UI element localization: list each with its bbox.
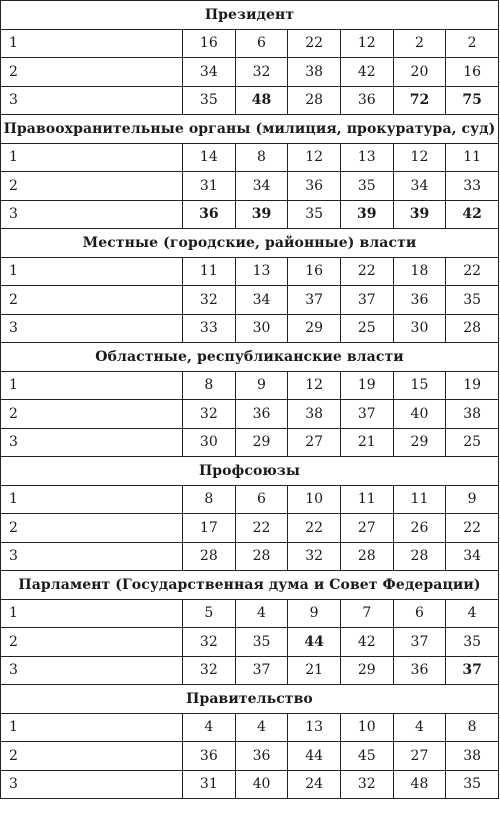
table-row bbox=[1, 514, 499, 543]
table-cell: 5 bbox=[183, 599, 236, 628]
table-cell: 13 bbox=[235, 257, 288, 286]
table-cell: 16 bbox=[288, 257, 341, 286]
table-cell: 28 bbox=[183, 542, 236, 571]
table-cell: 6 bbox=[393, 599, 446, 628]
table-cell: 13 bbox=[340, 143, 393, 172]
row-label: 2 bbox=[1, 286, 183, 315]
table-cell: 40 bbox=[235, 770, 288, 799]
table-cell: 44 bbox=[288, 742, 341, 771]
table-cell: 28 bbox=[288, 86, 341, 115]
table-cell: 42 bbox=[340, 58, 393, 87]
section-title: Областные, республиканские власти bbox=[1, 343, 499, 372]
table-cell: 9 bbox=[288, 599, 341, 628]
row-label: 3 bbox=[1, 314, 183, 343]
table-cell: 26 bbox=[393, 514, 446, 543]
table-cell: 12 bbox=[288, 371, 341, 400]
table-row bbox=[1, 58, 499, 87]
table-cell: 35 bbox=[446, 628, 499, 657]
table-row bbox=[1, 542, 499, 571]
table-row bbox=[1, 286, 499, 315]
table-cell: 32 bbox=[183, 628, 236, 657]
table-cell: 40 bbox=[393, 400, 446, 429]
table-cell: 29 bbox=[288, 314, 341, 343]
table-cell: 31 bbox=[183, 172, 236, 201]
table-cell: 19 bbox=[340, 371, 393, 400]
table-cell: 32 bbox=[183, 656, 236, 685]
section-title: Местные (городские, районные) власти bbox=[1, 229, 499, 258]
section-title: Профсоюзы bbox=[1, 457, 499, 486]
row-label: 1 bbox=[1, 713, 183, 742]
table-cell: 44 bbox=[288, 628, 341, 657]
table-cell: 11 bbox=[340, 485, 393, 514]
table-cell: 22 bbox=[288, 29, 341, 58]
row-label: 1 bbox=[1, 485, 183, 514]
table-cell: 32 bbox=[183, 286, 236, 315]
row-label: 1 bbox=[1, 257, 183, 286]
table-cell: 29 bbox=[340, 656, 393, 685]
table-cell: 32 bbox=[340, 770, 393, 799]
table-cell: 25 bbox=[340, 314, 393, 343]
table-cell: 30 bbox=[235, 314, 288, 343]
table-cell: 11 bbox=[393, 485, 446, 514]
table-cell: 48 bbox=[393, 770, 446, 799]
table-cell: 27 bbox=[393, 742, 446, 771]
row-label: 2 bbox=[1, 58, 183, 87]
row-label: 1 bbox=[1, 371, 183, 400]
section-header-row bbox=[1, 1, 499, 30]
table-cell: 72 bbox=[393, 86, 446, 115]
table-row bbox=[1, 257, 499, 286]
table-row bbox=[1, 143, 499, 172]
table-cell: 4 bbox=[183, 713, 236, 742]
table-row bbox=[1, 656, 499, 685]
table-cell: 34 bbox=[393, 172, 446, 201]
table-cell: 12 bbox=[288, 143, 341, 172]
table-cell: 36 bbox=[183, 742, 236, 771]
table-cell: 35 bbox=[288, 200, 341, 229]
table-cell: 4 bbox=[235, 599, 288, 628]
table-cell: 37 bbox=[235, 656, 288, 685]
table-cell: 16 bbox=[183, 29, 236, 58]
table-row bbox=[1, 428, 499, 457]
row-label: 2 bbox=[1, 400, 183, 429]
table-cell: 45 bbox=[340, 742, 393, 771]
table-cell: 33 bbox=[446, 172, 499, 201]
table-cell: 32 bbox=[183, 400, 236, 429]
table-cell: 36 bbox=[183, 200, 236, 229]
table-row bbox=[1, 742, 499, 771]
table-cell: 32 bbox=[288, 542, 341, 571]
section-header-row bbox=[1, 685, 499, 714]
table-cell: 34 bbox=[235, 172, 288, 201]
table-cell: 34 bbox=[183, 58, 236, 87]
row-label: 2 bbox=[1, 172, 183, 201]
table-row bbox=[1, 485, 499, 514]
table-cell: 21 bbox=[340, 428, 393, 457]
row-label: 3 bbox=[1, 200, 183, 229]
row-label: 3 bbox=[1, 656, 183, 685]
table-cell: 28 bbox=[446, 314, 499, 343]
table-cell: 29 bbox=[235, 428, 288, 457]
table-cell: 36 bbox=[393, 656, 446, 685]
table-body bbox=[1, 1, 499, 799]
table-cell: 35 bbox=[183, 86, 236, 115]
table-cell: 6 bbox=[235, 29, 288, 58]
table-cell: 28 bbox=[340, 542, 393, 571]
table-cell: 37 bbox=[446, 656, 499, 685]
table-cell: 22 bbox=[446, 257, 499, 286]
table-row bbox=[1, 172, 499, 201]
row-label: 3 bbox=[1, 542, 183, 571]
table-cell: 39 bbox=[235, 200, 288, 229]
table-cell: 31 bbox=[183, 770, 236, 799]
table-cell: 10 bbox=[288, 485, 341, 514]
table-cell: 35 bbox=[446, 286, 499, 315]
table-cell: 37 bbox=[288, 286, 341, 315]
row-label: 2 bbox=[1, 742, 183, 771]
row-label: 2 bbox=[1, 514, 183, 543]
section-title: Парламент (Государственная дума и Совет Федерации) bbox=[1, 571, 499, 600]
table-cell: 4 bbox=[446, 599, 499, 628]
table-cell: 35 bbox=[446, 770, 499, 799]
section-header-row bbox=[1, 229, 499, 258]
table-row bbox=[1, 86, 499, 115]
table-cell: 11 bbox=[183, 257, 236, 286]
table-cell: 18 bbox=[393, 257, 446, 286]
row-label: 3 bbox=[1, 770, 183, 799]
table-cell: 8 bbox=[446, 713, 499, 742]
table-row bbox=[1, 400, 499, 429]
table-cell: 20 bbox=[393, 58, 446, 87]
table-cell: 42 bbox=[446, 200, 499, 229]
table-cell: 22 bbox=[340, 257, 393, 286]
row-label: 1 bbox=[1, 29, 183, 58]
row-label: 3 bbox=[1, 86, 183, 115]
section-title: Правоохранительные органы (милиция, прокуратура, суд) bbox=[1, 115, 499, 144]
table-cell: 36 bbox=[235, 742, 288, 771]
table-cell: 10 bbox=[340, 713, 393, 742]
table-row bbox=[1, 29, 499, 58]
row-label: 3 bbox=[1, 428, 183, 457]
table-cell: 36 bbox=[340, 86, 393, 115]
table-cell: 48 bbox=[235, 86, 288, 115]
table-cell: 34 bbox=[446, 542, 499, 571]
table-cell: 12 bbox=[340, 29, 393, 58]
table-row bbox=[1, 314, 499, 343]
table-cell: 38 bbox=[446, 742, 499, 771]
table-cell: 38 bbox=[288, 400, 341, 429]
table-row bbox=[1, 200, 499, 229]
row-label: 2 bbox=[1, 628, 183, 657]
table-cell: 21 bbox=[288, 656, 341, 685]
table-cell: 8 bbox=[183, 371, 236, 400]
table-cell: 7 bbox=[340, 599, 393, 628]
table-cell: 75 bbox=[446, 86, 499, 115]
table-cell: 29 bbox=[393, 428, 446, 457]
table-cell: 14 bbox=[183, 143, 236, 172]
table-cell: 36 bbox=[393, 286, 446, 315]
table-cell: 4 bbox=[235, 713, 288, 742]
table-row bbox=[1, 599, 499, 628]
table-cell: 30 bbox=[183, 428, 236, 457]
table-cell: 28 bbox=[235, 542, 288, 571]
section-header-row bbox=[1, 457, 499, 486]
table-cell: 28 bbox=[393, 542, 446, 571]
row-label: 1 bbox=[1, 599, 183, 628]
table-cell: 35 bbox=[235, 628, 288, 657]
table-row bbox=[1, 713, 499, 742]
table-cell: 15 bbox=[393, 371, 446, 400]
table-cell: 33 bbox=[183, 314, 236, 343]
table-cell: 13 bbox=[288, 713, 341, 742]
table-cell: 39 bbox=[393, 200, 446, 229]
section-header-row bbox=[1, 571, 499, 600]
table-cell: 19 bbox=[446, 371, 499, 400]
section-title: Правительство bbox=[1, 685, 499, 714]
table-cell: 36 bbox=[235, 400, 288, 429]
table-cell: 38 bbox=[446, 400, 499, 429]
table-cell: 17 bbox=[183, 514, 236, 543]
table-cell: 36 bbox=[288, 172, 341, 201]
table-cell: 38 bbox=[288, 58, 341, 87]
table-cell: 30 bbox=[393, 314, 446, 343]
table-row bbox=[1, 628, 499, 657]
table-cell: 12 bbox=[393, 143, 446, 172]
table-cell: 9 bbox=[446, 485, 499, 514]
table-cell: 39 bbox=[340, 200, 393, 229]
table-cell: 34 bbox=[235, 286, 288, 315]
section-header-row bbox=[1, 115, 499, 144]
table-cell: 11 bbox=[446, 143, 499, 172]
table-cell: 22 bbox=[446, 514, 499, 543]
table-cell: 4 bbox=[393, 713, 446, 742]
table-cell: 42 bbox=[340, 628, 393, 657]
table-cell: 9 bbox=[235, 371, 288, 400]
section-header-row bbox=[1, 343, 499, 372]
table-cell: 6 bbox=[235, 485, 288, 514]
table-cell: 22 bbox=[235, 514, 288, 543]
table-cell: 35 bbox=[340, 172, 393, 201]
table-row bbox=[1, 770, 499, 799]
table-cell: 37 bbox=[340, 286, 393, 315]
table-cell: 37 bbox=[340, 400, 393, 429]
table-cell: 22 bbox=[288, 514, 341, 543]
table-row bbox=[1, 371, 499, 400]
table-cell: 32 bbox=[235, 58, 288, 87]
table-cell: 8 bbox=[183, 485, 236, 514]
table-cell: 2 bbox=[446, 29, 499, 58]
row-label: 1 bbox=[1, 143, 183, 172]
table-cell: 16 bbox=[446, 58, 499, 87]
table-cell: 8 bbox=[235, 143, 288, 172]
table-cell: 37 bbox=[393, 628, 446, 657]
table-cell: 2 bbox=[393, 29, 446, 58]
section-title: Президент bbox=[1, 1, 499, 30]
table-cell: 25 bbox=[446, 428, 499, 457]
table-cell: 27 bbox=[288, 428, 341, 457]
table-cell: 27 bbox=[340, 514, 393, 543]
table-cell: 24 bbox=[288, 770, 341, 799]
